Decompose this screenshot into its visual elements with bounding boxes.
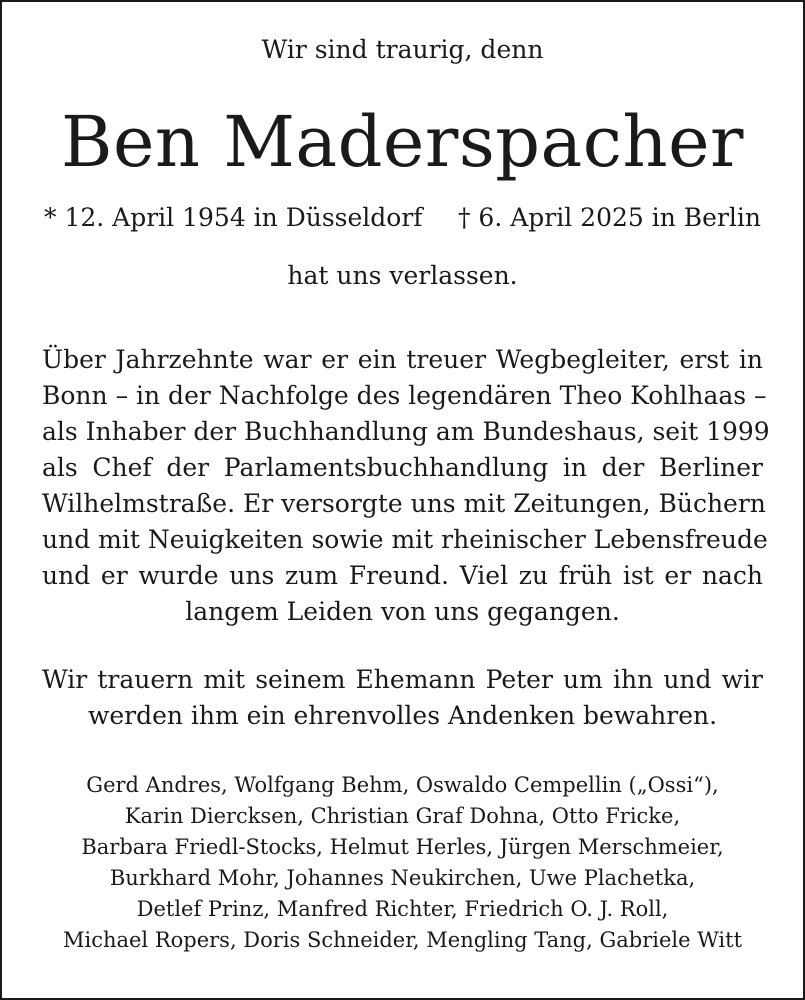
death-date: † 6. April 2025 in Berlin	[457, 203, 761, 232]
deceased-name: Ben Maderspacher	[61, 101, 744, 183]
tribute-line: Bonn – in der Nachfolge des legendären Theo Kohlhaas –	[42, 381, 767, 410]
signers-line: Detlef Prinz, Manfred Richter, Friedrich O. J. Roll,	[136, 897, 669, 921]
tribute-line: als Chef der Parlamentsbuchhandlung in der Berliner	[42, 453, 763, 482]
signers-line: Karin Diercksen, Christian Graf Dohna, Otto Fricke,	[124, 804, 681, 828]
signers-line: Burkhard Mohr, Johannes Neukirchen, Uwe Plachetka,	[109, 866, 696, 890]
signers-line: Barbara Friedl-Stocks, Helmut Herles, Jürgen Merschmeier,	[81, 835, 724, 859]
tribute-line: Wilhelmstraße. Er versorgte uns mit Zeitungen, Büchern	[42, 489, 766, 518]
signers-line: Michael Ropers, Doris Schneider, Mengling Tang, Gabriele Witt	[62, 928, 743, 952]
tribute-line: Über Jahrzehnte war er ein treuer Wegbegleiter, erst in	[42, 345, 763, 374]
birth-date: * 12. April 1954 in Düsseldorf	[44, 203, 423, 232]
signers-line: Gerd Andres, Wolfgang Behm, Oswaldo Cempellin („Ossi“),	[86, 773, 719, 797]
mourning-line: Wir trauern mit seinem Ehemann Peter um ihn und wir	[42, 665, 763, 694]
mourning-paragraph	[42, 662, 763, 734]
tribute-line: und er wurde uns zum Freund. Viel zu früh ist er nach	[42, 561, 763, 590]
mourning-line: werden ihm ein ehrenvolles Andenken bewahren.	[87, 701, 718, 730]
tribute-line: und mit Neuigkeiten sowie mit rheinischer Lebensfreude	[42, 525, 768, 554]
intro-text: Wir sind traurig, denn	[261, 35, 544, 64]
tribute-line: langem Leiden von uns gegangen.	[185, 597, 620, 626]
tribute-line: als Inhaber der Buchhandlung am Bundeshaus, seit 1999	[42, 417, 770, 446]
passed-away-text: hat uns verlassen.	[287, 261, 518, 290]
tribute-paragraph	[42, 342, 770, 630]
signers-list	[22, 770, 783, 956]
life-dates	[44, 200, 761, 236]
